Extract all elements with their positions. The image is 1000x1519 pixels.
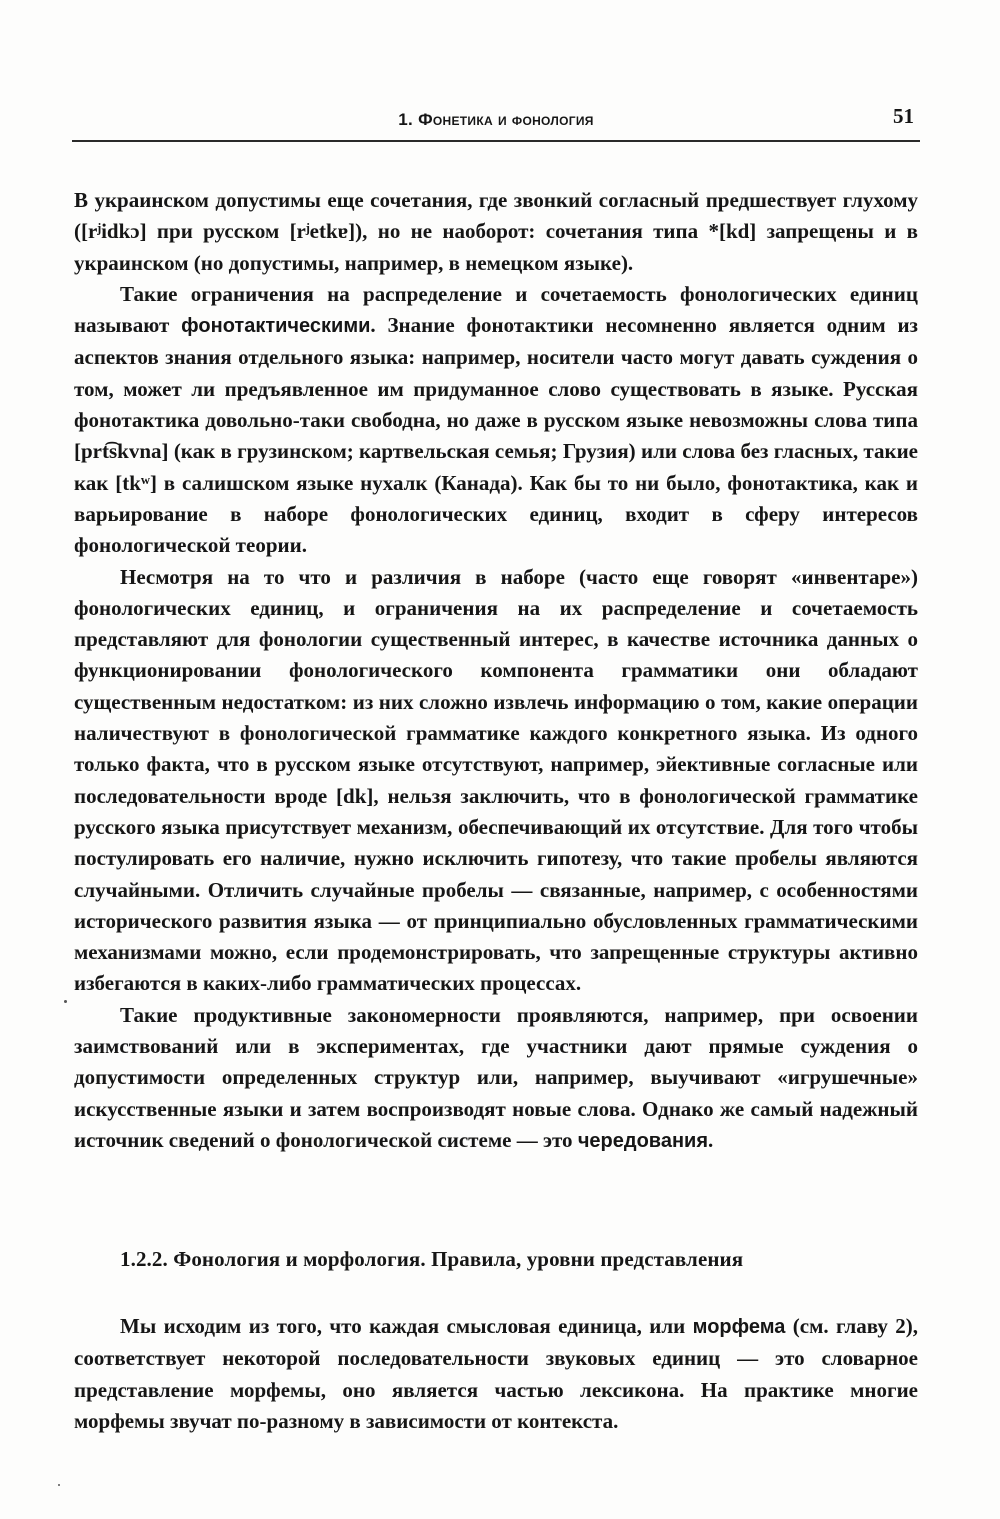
running-title: 1. Фонетика и фонология — [398, 110, 594, 129]
paragraph-4-text-b: . — [708, 1127, 714, 1152]
main-text — [74, 185, 918, 1157]
term-morpheme: морфема — [692, 1316, 786, 1338]
page-number: 51 — [893, 104, 914, 128]
paragraph-2-text-a: Такие ограничения на распределение и сочетаемость фонологических единиц называют — [74, 281, 918, 338]
section-paragraph-text-b: (см. главу 2), соответствует некоторой последовательности звуковых единиц — это словарное представление морфемы, оно является частью лексикона. На практике многие морфемы звучат по-разному в зависимости от контекста. — [74, 1314, 918, 1433]
paragraph-1 — [74, 185, 918, 279]
paragraph-2-text-b: . Знание фонотактики несомненно является одним из аспектов знания отдельного языка: например, носители часто могут давать суждения о том, может ли предъявленное им придуманное слово существовать в языке. Русская фонотактика довольно-таки свободна, но даже в русском языке невозможны слова типа [prt͡skvna] (как в грузинском; картвельская семья; Грузия) или слова без гласных, такие как [tkʷ] в салишском языке нухалк (Канада). Как бы то ни было, фонотактика, как и варьирование в наборе фонологических единиц, входит в сферу интересов фонологической теории. — [74, 313, 918, 558]
section-paragraph — [74, 1311, 918, 1437]
section-paragraph-text-a: Мы исходим из того, что каждая смысловая единица, или — [120, 1314, 693, 1338]
paragraph-4-text-a: Такие продуктивные закономерности проявляются, например, при освоении заимствований или в экспериментах, где участники дают прямые суждения о допустимости определенных структур или, например, выучивают «игрушечные» искусственные языки и затем воспроизводят новые слова. Однако же самый надежный источник сведений о фонологической системе — это — [74, 1002, 918, 1152]
term-phonotactic: фонотактическими — [181, 315, 371, 338]
running-head — [72, 100, 920, 142]
paragraph-2 — [74, 279, 918, 562]
paragraph-3-text: Несмотря на то что и различия в наборе (часто еще говорят «инвентаре») фонологических единиц, и ограничения на их распределение и сочетаемость представляют для фонологии существенный интерес, в качестве источника данных о функционировании фонологического компонента грамматики они обладают существенным недостатком: из них сложно извлечь информацию о том, какие операции наличествуют в фонологической грамматике каждого конкретного языка. Из одного только факта, что в русском языке отсутствуют, например, эйективные согласные или последовательности вроде [dk], нельзя заключить, что в фонологической грамматике русского языка присутствует механизм, обеспечивающий их отсутствие. Для того чтобы постулировать его наличие, нужно исключить гипотезу, что такие пробелы являются случайными. Отличить случайные пробелы — связанные, например, с особенностями исторического развития языка — от принципиально обусловленных грамматическими механизмами можно, если продемонстрировать, что запрещенные структуры активно избегаются в каких-либо грамматических процессах. — [74, 564, 918, 996]
paragraph-1-text: В украинском допустимы еще сочетания, где звонкий согласный предшествует глухому ([rʲidkɔ] при русском [rʲetkɐ]), но не наоборот: сочетания типа *[kd] запрещены и в украинском (но допустимы, например, в немецком языке). — [74, 188, 918, 275]
scan-speck — [64, 1000, 67, 1003]
section-heading: 1.2.2. Фонология и морфология. Правила, уровни представления — [120, 1247, 744, 1271]
paragraph-4 — [74, 1000, 918, 1157]
scan-speck — [58, 1484, 60, 1486]
section-text — [74, 1311, 918, 1437]
paragraph-3 — [74, 562, 918, 1000]
term-alternations: чередования — [577, 1129, 708, 1152]
